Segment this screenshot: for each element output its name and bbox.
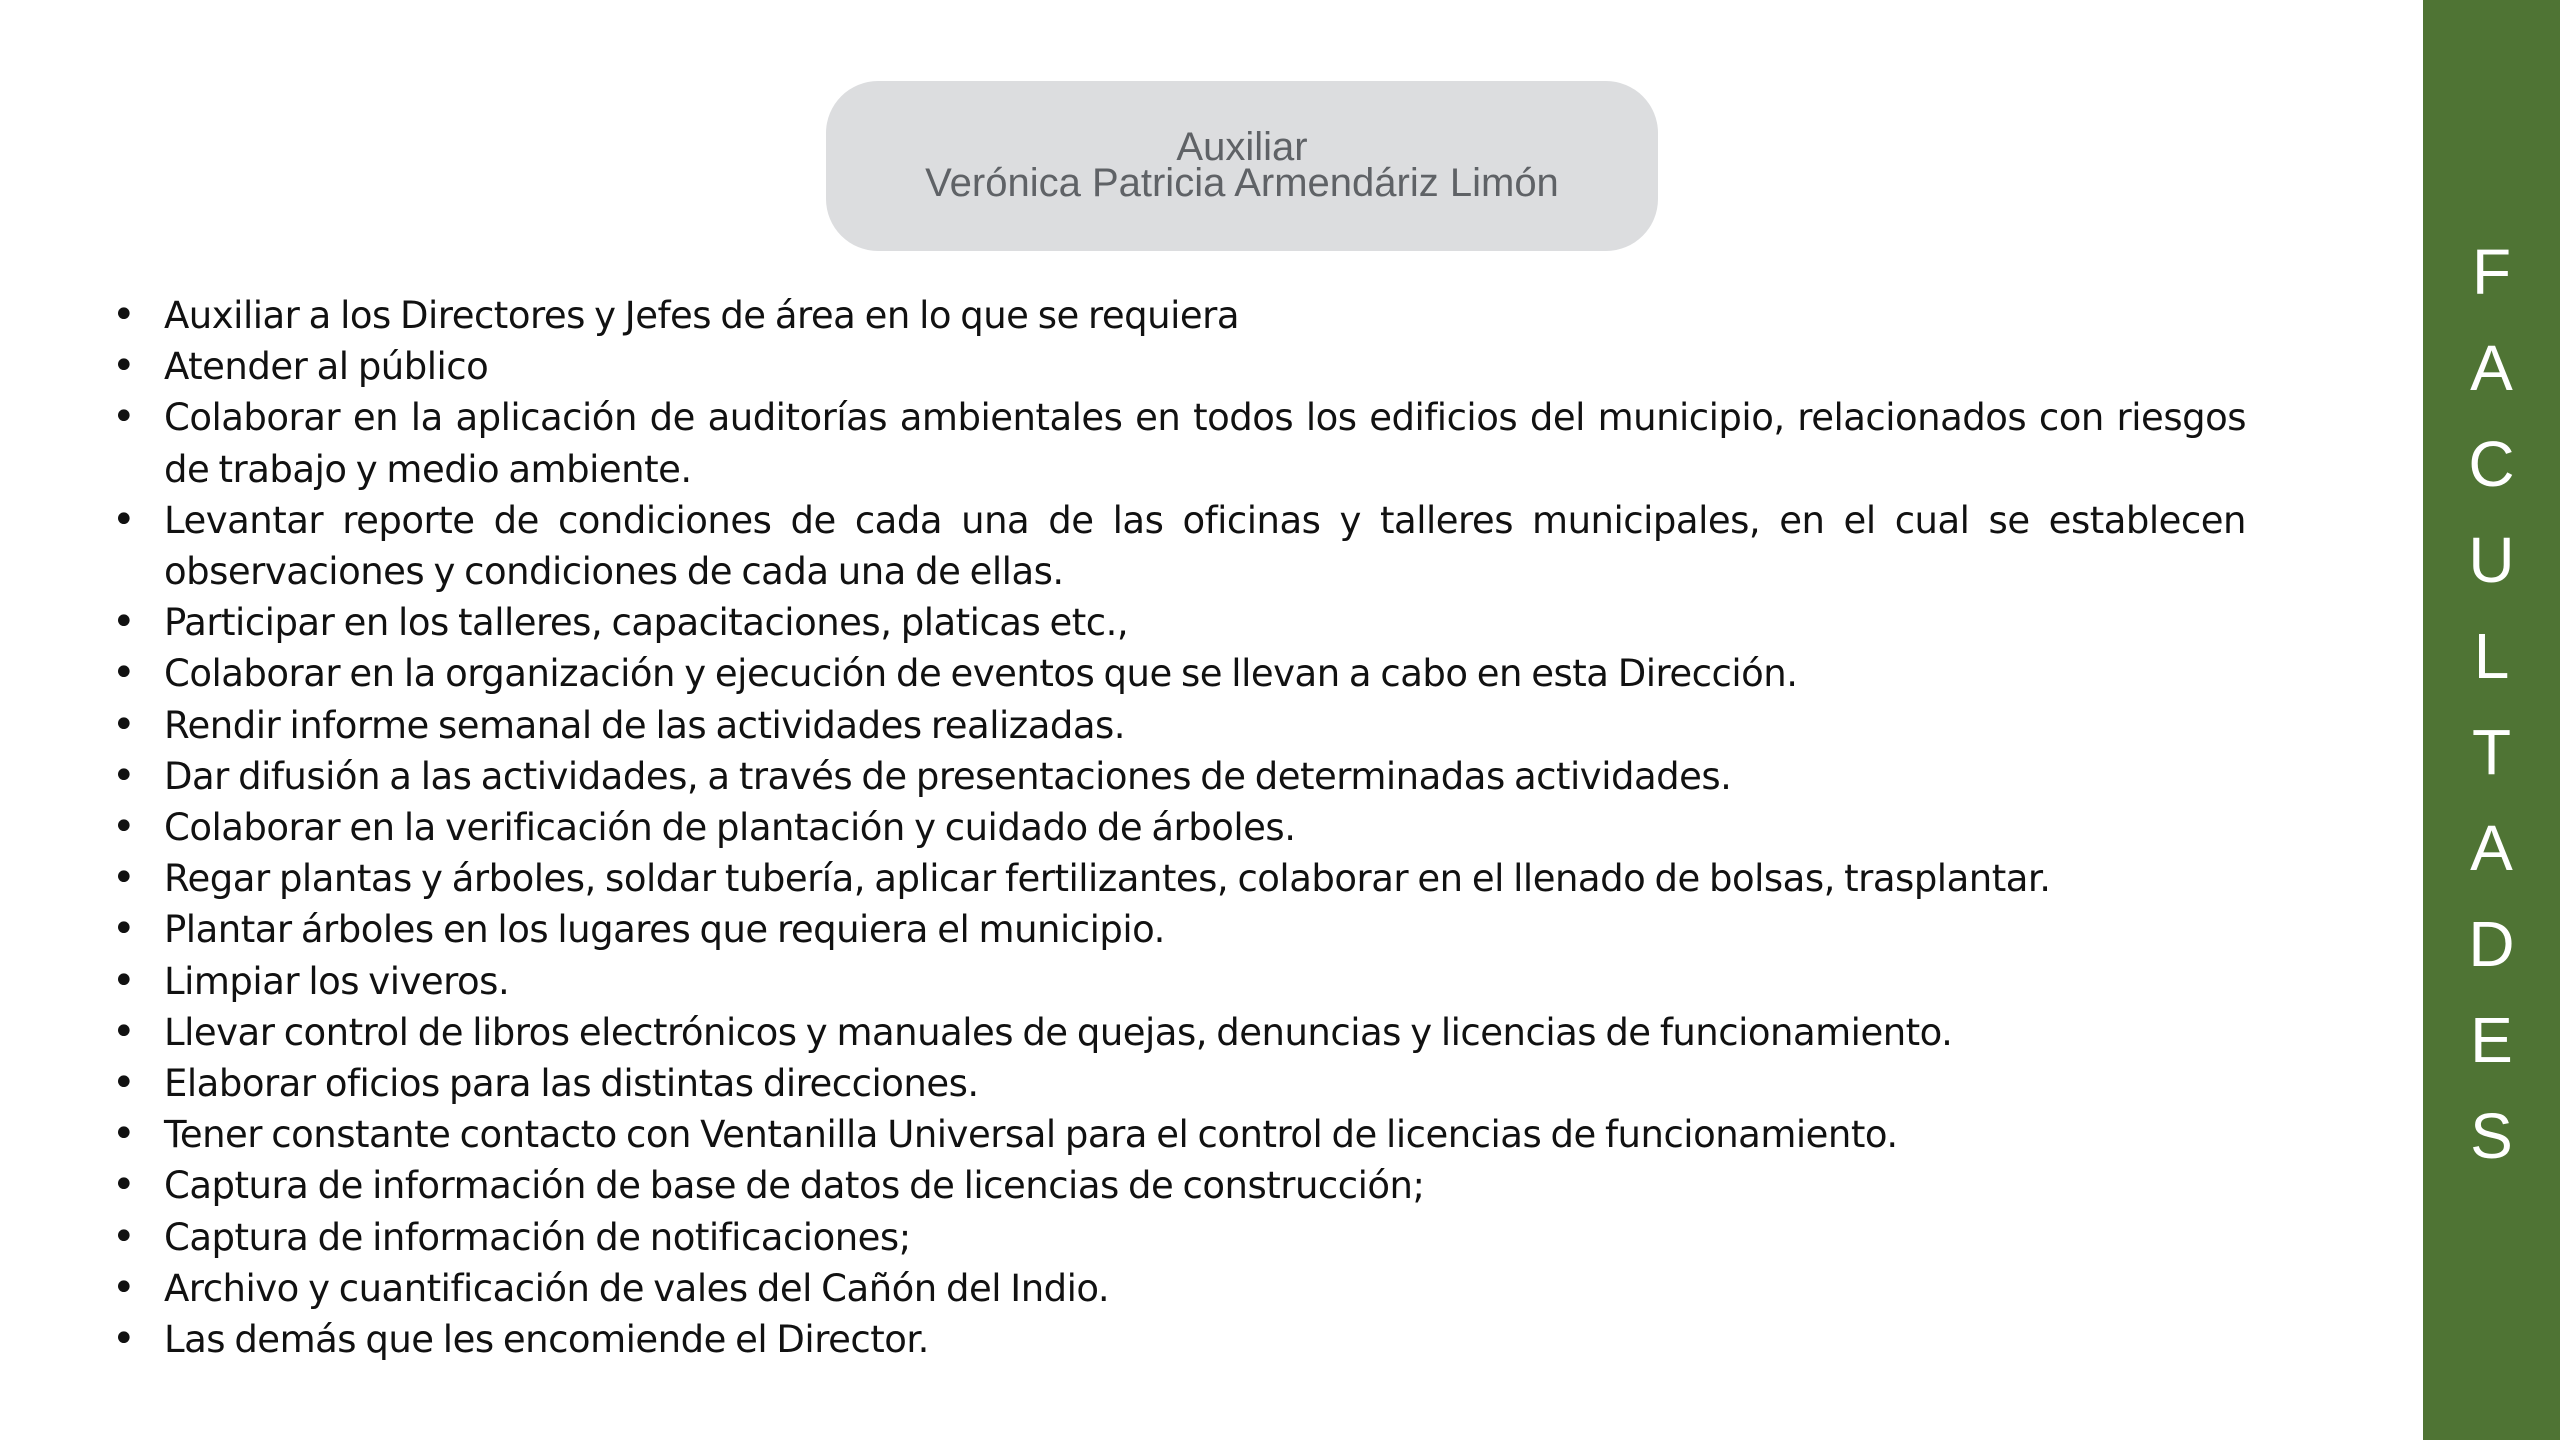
sidebar-letter: U [2468, 524, 2515, 596]
role-title: Auxiliar [1176, 125, 1308, 169]
list-item: • Plantar árboles en los lugares que requiera el municipio. [112, 904, 2246, 955]
sidebar-letter: E [2470, 1004, 2513, 1076]
list-item: • Tener constante contacto con Ventanilla Universal para el control de licencias de funcionamiento. [112, 1109, 2246, 1160]
list-item: • Captura de información de notificaciones; [112, 1212, 2246, 1263]
list-item: • Archivo y cuantificación de vales del Cañón del Indio. [112, 1263, 2246, 1314]
sidebar-letter: C [2468, 428, 2515, 500]
sidebar-letter: F [2471, 236, 2512, 308]
sidebar-panel [2423, 0, 2560, 1440]
list-item: • Dar difusión a las actividades, a través de presentaciones de determinadas actividades. [112, 751, 2246, 802]
list-item: • Regar plantas y árboles, soldar tubería, aplicar fertilizantes, colaborar en el llenado de bolsas, trasplantar. [112, 853, 2246, 904]
list-item: • Colaborar en la aplicación de auditorías ambientales en todos los edificios del municipio, relacionados con riesgos de trabajo y medio ambiente. [112, 392, 2246, 494]
list-item: • Llevar control de libros electrónicos y manuales de quejas, denuncias y licencias de funcionamiento. [112, 1007, 2246, 1058]
list-item: • Elaborar oficios para las distintas direcciones. [112, 1058, 2246, 1109]
list-item: • Las demás que les encomiende el Director. [112, 1314, 2246, 1365]
duties-list [112, 290, 2246, 1365]
list-item: • Participar en los talleres, capacitaciones, platicas etc., [112, 597, 2246, 648]
list-item: • Colaborar en la organización y ejecución de eventos que se llevan a cabo en esta Dirección. [112, 648, 2246, 699]
list-item: • Captura de información de base de datos de licencias de construcción; [112, 1160, 2246, 1211]
title-box [826, 81, 1658, 251]
sidebar-letter: A [2470, 812, 2513, 884]
sidebar-letter: A [2470, 332, 2513, 404]
list-item: • Limpiar los viveros. [112, 956, 2246, 1007]
list-item: • Levantar reporte de condiciones de cada una de las oficinas y talleres municipales, en el cual se establecen observaciones y condiciones de cada una de ellas. [112, 495, 2246, 597]
sidebar-letter: D [2468, 908, 2515, 980]
sidebar-letter: T [2471, 716, 2512, 788]
list-item: • Rendir informe semanal de las actividades realizadas. [112, 700, 2246, 751]
sidebar-letter: S [2470, 1100, 2513, 1172]
list-item: • Auxiliar a los Directores y Jefes de área en lo que se requiera [112, 290, 2246, 341]
list-item: • Colaborar en la verificación de plantación y cuidado de árboles. [112, 802, 2246, 853]
list-item: • Atender al público [112, 341, 2246, 392]
sidebar-letter: L [2473, 620, 2510, 692]
sidebar-vertical-title [2423, 224, 2560, 1184]
person-name: Verónica Patricia Armendáriz Limón [925, 161, 1559, 205]
